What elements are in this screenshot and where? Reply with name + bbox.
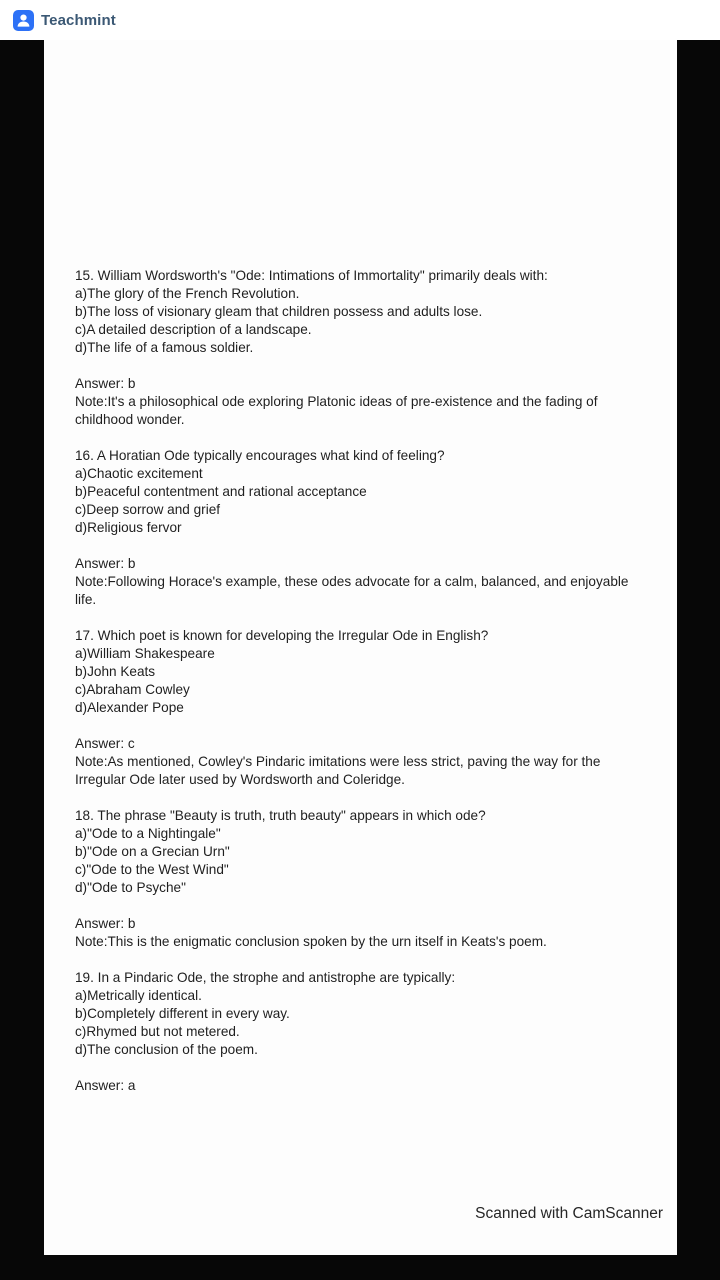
answer-block bbox=[75, 375, 648, 429]
option-a: a)Metrically identical. bbox=[75, 988, 202, 1003]
teachmint-logo-icon bbox=[13, 10, 34, 31]
option-a: a)William Shakespeare bbox=[75, 646, 215, 661]
answer-block bbox=[75, 915, 648, 951]
answer-block bbox=[75, 555, 648, 609]
answer-block bbox=[75, 735, 648, 789]
option-c: c)Rhymed but not metered. bbox=[75, 1024, 240, 1039]
option-d: d)Religious fervor bbox=[75, 520, 182, 535]
option-d: d)The life of a famous soldier. bbox=[75, 340, 254, 355]
answer-text: Answer: b bbox=[75, 556, 136, 571]
question-block bbox=[75, 447, 648, 537]
note-text: Note:It's a philosophical ode exploring Platonic ideas of pre-existence and the fading of childhood wonder. bbox=[75, 394, 598, 427]
note-text: Note:This is the enigmatic conclusion spoken by the urn itself in Keats's poem. bbox=[75, 934, 547, 949]
scanned-document-viewer[interactable] bbox=[0, 40, 720, 1280]
note-text: Note:Following Horace's example, these odes advocate for a calm, balanced, and enjoyable life. bbox=[75, 574, 629, 607]
question-block bbox=[75, 627, 648, 717]
answer-text: Answer: b bbox=[75, 916, 136, 931]
camscanner-watermark: Scanned with CamScanner bbox=[475, 1205, 663, 1222]
option-d: d)"Ode to Psyche" bbox=[75, 880, 186, 895]
app-header bbox=[0, 0, 720, 40]
note-text: Note:As mentioned, Cowley's Pindaric imitations were less strict, paving the way for the Irregular Ode later used by Wordsworth and Coleridge. bbox=[75, 754, 601, 787]
question-text: 15. William Wordsworth's "Ode: Intimations of Immortality" primarily deals with: bbox=[75, 268, 548, 283]
option-b: b)The loss of visionary gleam that children possess and adults lose. bbox=[75, 304, 483, 319]
option-b: b)"Ode on a Grecian Urn" bbox=[75, 844, 230, 859]
answer-text: Answer: b bbox=[75, 376, 136, 391]
question-text: 16. A Horatian Ode typically encourages what kind of feeling? bbox=[75, 448, 445, 463]
option-c: c)Deep sorrow and grief bbox=[75, 502, 221, 517]
option-b: b)John Keats bbox=[75, 664, 156, 679]
question-block bbox=[75, 969, 648, 1059]
option-d: d)The conclusion of the poem. bbox=[75, 1042, 258, 1057]
answer-block bbox=[75, 1077, 648, 1095]
question-text: 17. Which poet is known for developing the Irregular Ode in English? bbox=[75, 628, 489, 643]
question-block bbox=[75, 267, 648, 357]
answer-text: Answer: a bbox=[75, 1078, 136, 1093]
answer-text: Answer: c bbox=[75, 736, 135, 751]
option-a: a)"Ode to a Nightingale" bbox=[75, 826, 221, 841]
option-a: a)Chaotic excitement bbox=[75, 466, 203, 481]
option-b: b)Completely different in every way. bbox=[75, 1006, 290, 1021]
option-a: a)The glory of the French Revolution. bbox=[75, 286, 300, 301]
question-text: 18. The phrase "Beauty is truth, truth beauty" appears in which ode? bbox=[75, 808, 486, 823]
option-c: c)A detailed description of a landscape. bbox=[75, 322, 312, 337]
question-block bbox=[75, 807, 648, 897]
option-d: d)Alexander Pope bbox=[75, 700, 184, 715]
document-page bbox=[44, 40, 677, 1255]
option-c: c)"Ode to the West Wind" bbox=[75, 862, 229, 877]
question-text: 19. In a Pindaric Ode, the strophe and antistrophe are typically: bbox=[75, 970, 456, 985]
brand-name: Teachmint bbox=[41, 11, 116, 29]
option-b: b)Peaceful contentment and rational acceptance bbox=[75, 484, 367, 499]
option-c: c)Abraham Cowley bbox=[75, 682, 190, 697]
